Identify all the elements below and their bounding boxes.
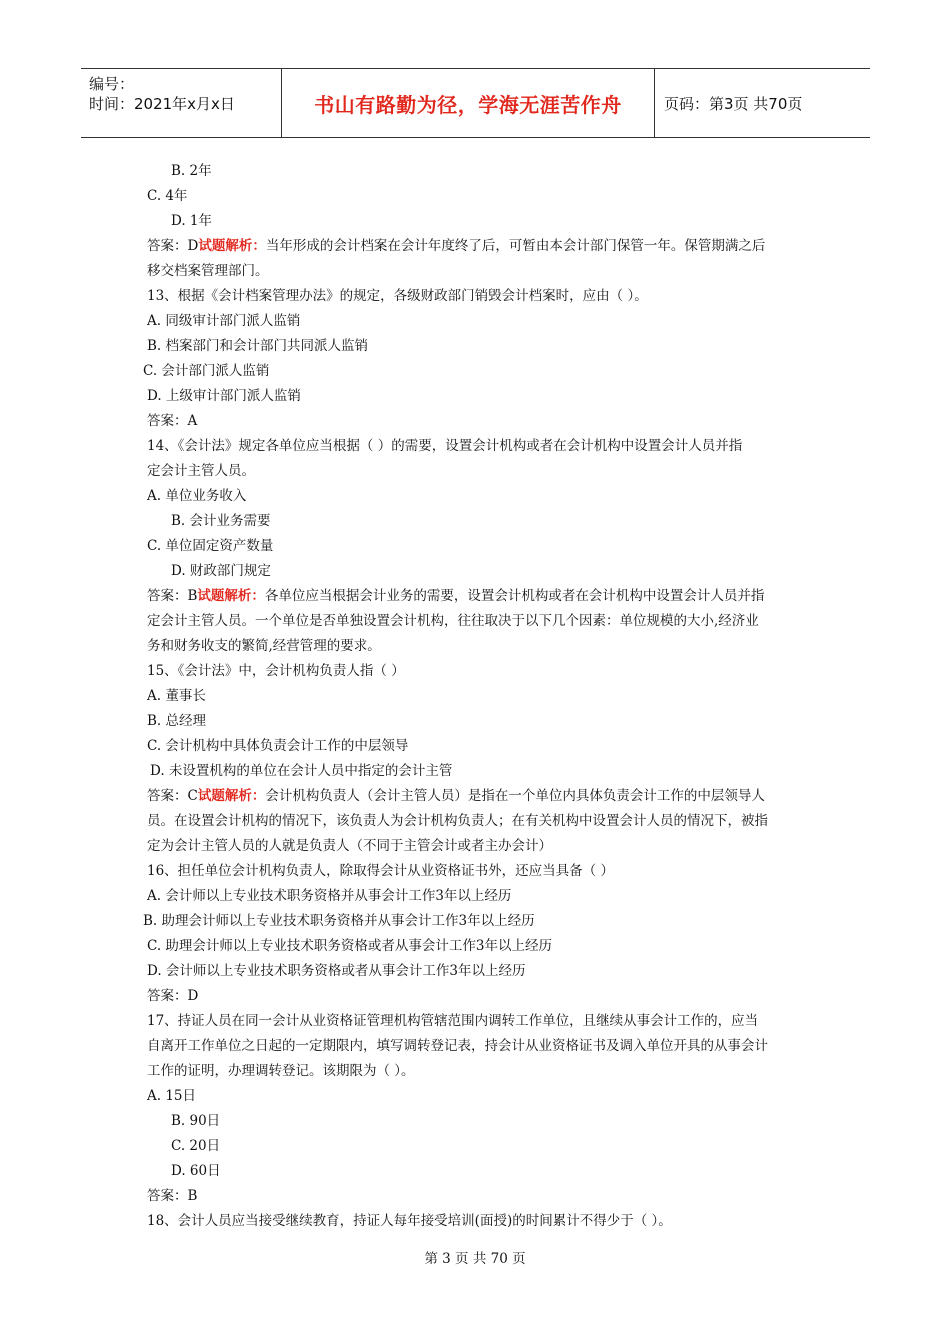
option-line: B. 2年 [171,163,212,179]
answer-line: 答案：D试题解析：当年形成的会计档案在会计年度终了后，可暂由本会计部门保管一年。保管期满之后 [147,238,766,254]
page-header [81,68,870,138]
answer-line: 答案：C试题解析：会计机构负责人（会计主管人员）是指在一个单位内具体负责会计工作的中层领导人 [147,788,765,804]
option-line: C. 20日 [171,1138,221,1154]
question-line: 15、《会计法》中，会计机构负责人指（ ） [147,663,405,679]
option-line: C. 单位固定资产数量 [147,538,274,554]
option-line: D. 财政部门规定 [171,563,271,579]
number-label: 编号： [89,75,135,93]
text-line: 自离开工作单位之日起的一定期限内，填写调转登记表，持会计从业资格证书及调入单位开具的从事会计 [147,1038,768,1054]
option-line: B. 档案部门和会计部门共同派人监销 [147,338,369,354]
option-line: B. 90日 [171,1113,221,1129]
answer-line: 答案：B [147,1188,198,1204]
header-page-cell [654,69,870,137]
text-line: 工作的证明，办理调转登记。该期限为（ ）。 [147,1063,415,1079]
page-footer: 第 3 页 共 70 页 [424,1251,526,1267]
option-line: D. 1年 [171,213,213,229]
answer-line: 答案：D [147,988,199,1004]
option-line: D. 60日 [171,1163,221,1179]
option-line: C. 会计机构中具体负责会计工作的中层领导 [147,738,409,754]
text-line: 定会计主管人员。 [147,463,255,479]
header-meta [81,69,281,137]
analysis-label: 试题解析： [198,238,266,254]
question-line: 13、根据《会计档案管理办法》的规定，各级财政部门销毁会计档案时，应由（ ）。 [147,288,648,304]
option-line: B. 会计业务需要 [171,513,271,529]
option-line: A. 15日 [147,1088,197,1104]
option-line: B. 总经理 [147,713,207,729]
option-line: D. 会计师以上专业技术职务资格或者从事会计工作3年以上经历 [147,963,526,979]
time-label: 时间：2021年x月x日 [89,95,235,113]
option-line: A. 会计师以上专业技术职务资格并从事会计工作3年以上经历 [147,888,512,904]
option-line: D. 未设置机构的单位在会计人员中指定的会计主管 [150,763,453,779]
question-line: 16、担任单位会计机构负责人，除取得会计从业资格证书外，还应当具备（ ） [147,863,614,879]
header-motto-cell [281,69,655,137]
analysis-label: 试题解析： [197,788,266,804]
motto: 书山有路勤为径，学海无涯苦作舟 [314,93,622,117]
page-code: 页码：第3页 共70页 [664,95,803,113]
option-line: D. 上级审计部门派人监销 [147,388,301,404]
option-line: C. 助理会计师以上专业技术职务资格或者从事会计工作3年以上经历 [147,938,553,954]
answer-line: 答案：A [147,413,198,429]
text-line: 务和财务收支的繁简,经营管理的要求。 [147,638,381,654]
option-line: A. 同级审计部门派人监销 [147,313,301,329]
answer-line: 答案：B试题解析：各单位应当根据会计业务的需要，设置会计机构或者在会计机构中设置会计人员并指 [147,588,765,604]
question-line: 17、持证人员在同一会计从业资格证管理机构管辖范围内调转工作单位，且继续从事会计工作的，应当 [147,1013,759,1029]
option-line: C. 会计部门派人监销 [143,363,270,379]
text-line: 员。在设置会计机构的情况下，该负责人为会计机构负责人；在有关机构中设置会计人员的情况下，被指 [147,813,768,829]
question-line: 14、《会计法》规定各单位应当根据（ ）的需要，设置会计机构或者在会计机构中设置会计人员并指 [147,438,743,454]
text-line: 移交档案管理部门。 [147,263,269,279]
question-line: 18、会计人员应当接受继续教育，持证人每年接受培训(面授)的时间累计不得少于（ ）。 [147,1213,672,1229]
text-line: 定为会计主管人员的人就是负责人（不同于主管会计或者主办会计） [147,838,552,854]
option-line: B. 助理会计师以上专业技术职务资格并从事会计工作3年以上经历 [143,913,535,929]
option-line: A. 董事长 [147,688,206,704]
analysis-label: 试题解析： [197,588,265,604]
text-line: 定会计主管人员。一个单位是否单独设置会计机构，往往取决于以下几个因素：单位规模的大小,经济业 [147,613,759,629]
option-line: C. 4年 [147,188,188,204]
option-line: A. 单位业务收入 [147,488,247,504]
